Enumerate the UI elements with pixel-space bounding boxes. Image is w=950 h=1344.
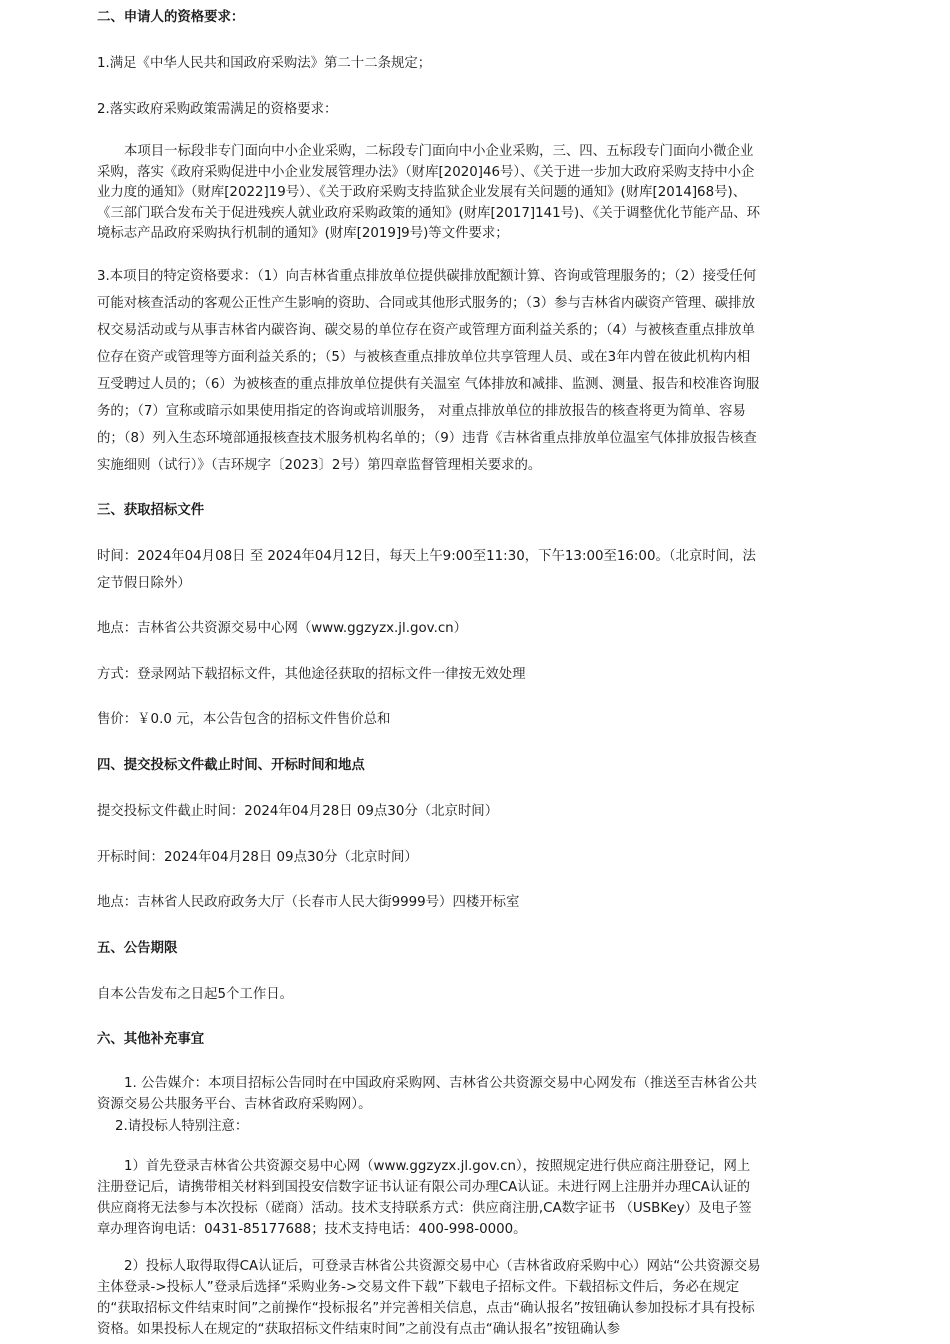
section-4-place: 地点：吉林省人民政府政务大厅（长春市人民大街9999号）四楼开标室 — [97, 895, 520, 910]
section-3-place: 地点：吉林省公共资源交易中心网（www.ggzyzx.jl.gov.cn） — [97, 621, 468, 636]
section-5-heading: 五、公告期限 — [97, 941, 178, 956]
section-2-item-2-body: 本项目一标段非专门面向中小企业采购，二标段专门面向中小企业采购，三、四、五标段专门面向小微企业采购，落实《政府采购促进中小企业发展管理办法》（财库[2020]46号）、《关于进一步加大政府采购支持中小企业力度的通知》（财库[2022]19号）、《关于政府采购支持监狱企业发展有关问题的通知》(财库[2014]68号)、《三部门联合发布关于促进残疾人就业政府采购政策的通知》(财库[2017]141号)、《关于调整优化节能产品、环境标志产品政府采购执行机制的通知》(财库[2019]9号)等文件要求； — [97, 144, 761, 241]
section-3-time: 时间：2024年04月08日 至 2024年04月12日，每天上午9:00至11:30，下午13:00至16:00。（北京时间，法定节假日除外） — [97, 549, 756, 591]
section-2-heading: 二、申请人的资格要求： — [97, 10, 245, 25]
section-3-method: 方式：登录网站下载招标文件，其他途径获取的招标文件一律按无效处理 — [97, 667, 526, 682]
section-4-heading: 四、提交投标文件截止时间、开标时间和地点 — [97, 758, 365, 773]
section-6-heading: 六、其他补充事宜 — [97, 1032, 205, 1047]
section-2-item-2: 2.落实政府采购政策需满足的资格要求： — [97, 102, 338, 117]
section-6-note-2: 2）投标人取得取得CA认证后，可登录吉林省公共资源交易中心（吉林省政府采购中心）网站“公共资源交易主体登录->投标人”登录后选择“采购业务->交易文件下载”下载电子招标文件。下载招标文件后，务必在规定的“获取招标文件结束时间”之前操作“投标报名”并完善相关信息，点击“确认报名”按钮确认参加投标才具有投标资格。如果投标人在规定的“获取招标文件结束时间”之前没有点击“确认报名”按钮确认参 — [97, 1259, 761, 1337]
section-2-item-3: 3.本项目的特定资格要求：（1）向吉林省重点排放单位提供碳排放配额计算、咨询或管理服务的；（2）接受任何可能对核查活动的客观公正性产生影响的资助、合同或其他形式服务的；（3）参与吉林省内碳资产管理、碳排放权交易活动或与从事吉林省内碳咨询、碳交易的单位存在资产或管理方面利益关系的；（4）与被核查重点排放单位存在资产或管理等方面利益关系的；（5）与被核查重点排放单位共享管理人员、或在3年内曾在彼此机构内相互受聘过人员的；（6）为被核查的重点排放单位提供有关温室 气体排放和减排、监测、测量、报告和校准咨询服务的；（7）宣称或暗示如果使用指定的咨询或培训服务， 对重点排放单位的排放报告的核查将更为简单、容易的；（8）列入生态环境部通报核查技术服务机构名单的；（9）违背《吉林省重点排放单位温室气体排放报告核查实施细则（试行）》（吉环规字〔2023〕2号）第四章监督管理相关要求的。 — [97, 269, 760, 473]
section-4-open-time: 开标时间：2024年04月28日 09点30分（北京时间） — [97, 850, 418, 865]
section-5-body: 自本公告发布之日起5个工作日。 — [97, 987, 293, 1002]
section-6-item-1: 1. 公告媒介：本项目招标公告同时在中国政府采购网、吉林省公共资源交易中心网发布（推送至吉林省公共资源交易公共服务平台、吉林省政府采购网）。 — [97, 1076, 757, 1112]
section-6-item-2: 2.请投标人特别注意： — [115, 1119, 249, 1134]
section-4-deadline: 提交投标文件截止时间：2024年04月28日 09点30分（北京时间） — [97, 804, 499, 819]
section-3-heading: 三、获取招标文件 — [97, 503, 205, 518]
section-2-item-1: 1.满足《中华人民共和国政府采购法》第二十二条规定； — [97, 56, 432, 71]
section-3-price: 售价：￥0.0 元，本公告包含的招标文件售价总和 — [97, 712, 391, 727]
section-6-note-1: 1）首先登录吉林省公共资源交易中心网（www.ggzyzx.jl.gov.cn），按照规定进行供应商注册登记，网上注册登记后，请携带相关材料到国投安信数字证书认证有限公司办理CA认证。未进行网上注册并办理CA认证的供应商将无法参与本次投标（磋商）活动。技术支持联系方式：供应商注册,CA数字证书 （USBKey）及电子签章办理咨询电话：0431-85177688；技术支持电话：400-998-0000。 — [97, 1159, 752, 1237]
